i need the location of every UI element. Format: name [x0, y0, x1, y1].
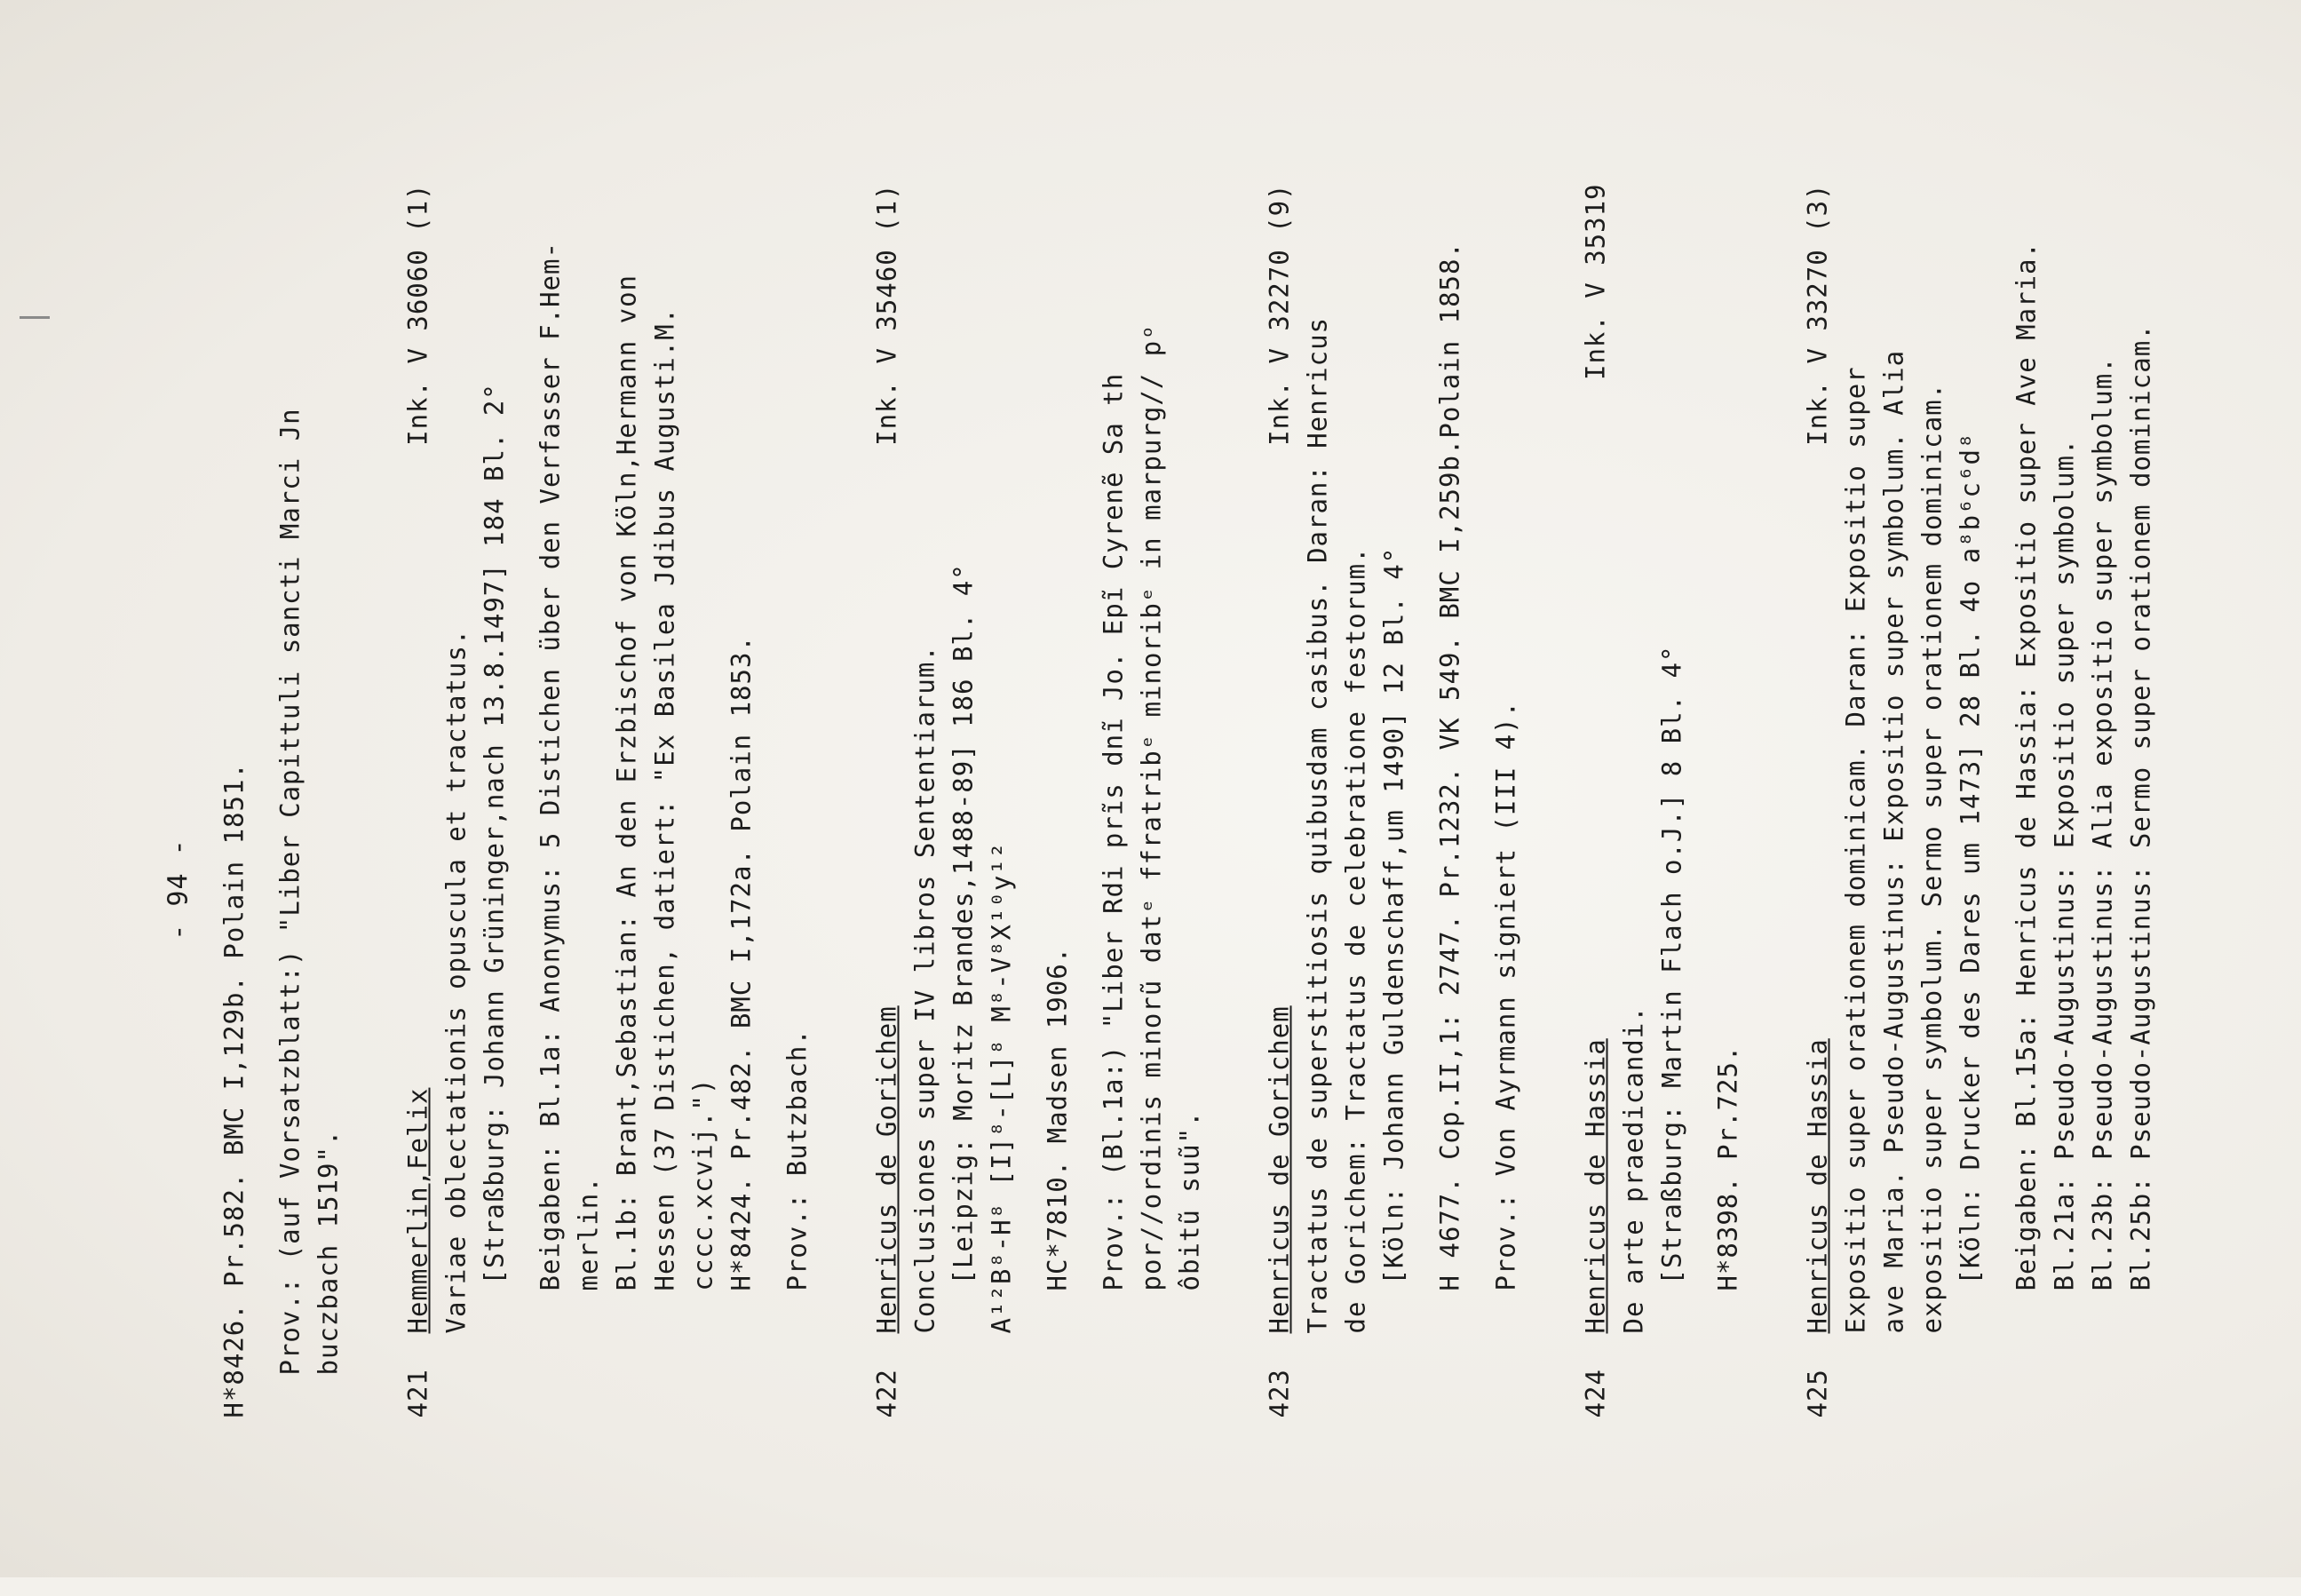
entry-note: H 4677. Cop.II,1: 2747. Pr.1232. VK 549. BMC I,259b.Polain 1858.	[1434, 242, 1465, 1291]
entry-provenance: Prov.: Von Ayrmann signiert (III 4).	[1490, 700, 1521, 1291]
entry-number: 425	[1802, 1369, 1833, 1418]
entry-note: merlin.	[573, 1176, 604, 1291]
shelfmark: Ink. V 32270 (9)	[1264, 183, 1295, 446]
entry-note: Bl.23b: Pseudo-Augustinus: Alia expositio super symbolum.	[2087, 356, 2118, 1291]
intro-line: Prov.: (auf Vorsatzblatt:) "Liber Capittuli sancti Marci Jn	[274, 408, 305, 1376]
entry-imprint: [Leipzig: Moritz Brandes,1488-89] 186 Bl. 4°	[948, 563, 979, 1285]
entry-note: Bl.25b: Pseudo-Augustinus: Sermo super orationem dominicam.	[2125, 323, 2156, 1291]
entry-note: Bl.21a: Pseudo-Augustinus: Expositio super symbolum.	[2049, 438, 2080, 1291]
rotated-document-page	[0, 1, 2301, 1578]
entry-provenance: ôbitũ suũ".	[1174, 1110, 1205, 1291]
entry-title: de Gorichem: Tractatus de celebratione festorum.	[1340, 546, 1371, 1334]
entry-author: Henricus de Hassia	[1802, 1038, 1833, 1334]
entry-number: 421	[402, 1369, 433, 1418]
catalog-entry	[1261, 184, 1526, 1418]
entry-note: H*8398. Pr.725.	[1712, 1044, 1743, 1291]
entry-title: Tractatus de superstitiosis quibusdam casibus. Daran: Henricus	[1302, 317, 1333, 1334]
entry-imprint: [Straßburg: Johann Grüninger,nach 13.8.1497] 184 Bl. 2°	[479, 383, 510, 1285]
entry-title: Expositio super orationem dominicam. Daran: Expositio super	[1840, 366, 1871, 1334]
entry-title: expositio super symbolum. Sermo super orationem dominicam.	[1916, 382, 1948, 1334]
entry-provenance: Prov.: (Bl.1a:) "Liber Rdi prĩs dnĩ Jo. Epĩ Cyrenẽ Sa th	[1098, 372, 1129, 1291]
shelfmark: Ink. V 35460 (1)	[871, 183, 902, 446]
entry-number: 423	[1264, 1369, 1295, 1418]
entry-provenance: por//ordinis minorũ datᵉ ffratribᵉ minoribᵉ in marpurg// pᵒ	[1136, 323, 1167, 1291]
entry-title: Conclusiones super IV libros Sententiarum.	[909, 645, 940, 1334]
entry-imprint: [Köln: Drucker des Dares um 1473] 28 Bl. 4o a⁸b⁶c⁶d⁸	[1955, 432, 1986, 1285]
entry-imprint: [Straßburg: Martin Flach o.J.] 8 Bl. 4°	[1656, 645, 1687, 1285]
shelfmark: Ink. V 35319	[1580, 183, 1611, 381]
entry-number: 422	[871, 1369, 902, 1418]
catalog-entry	[1577, 184, 1748, 1418]
catalog-entry	[1799, 184, 2161, 1418]
shelfmark: Ink. V 33270 (3)	[1802, 183, 1833, 446]
entry-note: Bl.1b: Brant,Sebastian: An den Erzbischof von Köln,Hermann von	[611, 274, 642, 1291]
entry-imprint: [Köln: Johann Guldenschaff,um 1490] 12 Bl. 4°	[1378, 546, 1409, 1285]
entry-collation: A¹²B⁸-H⁸ [I]⁸-[L]⁸ M⁸-V⁸X¹⁰y¹²	[986, 841, 1017, 1334]
entry-note: cccc.xcvij.")	[687, 1077, 718, 1291]
document-content	[160, 184, 2161, 1418]
entry-note: H*8424. Pr.482. BMC I,172a. Polain 1853.	[726, 635, 757, 1291]
entry-note: Hessen (37 Distichen, datiert: "Ex Basilea Jdibus Augusti.M.	[649, 306, 680, 1291]
entry-title: Variae oblectationis opuscula et tractatus.	[440, 628, 472, 1334]
catalog-entry	[400, 184, 817, 1418]
entry-note: HC*7810. Madsen 1906.	[1042, 946, 1073, 1291]
entry-title: ave Maria. Pseudo-Augustinus: Expositio super symbolum. Alia	[1878, 349, 1909, 1334]
entry-author: Henricus de Gorichem	[1264, 1005, 1295, 1334]
entry-note: Beigaben: Bl.1a: Anonymus: 5 Distichen über den Verfasser F.Hem-	[535, 242, 566, 1291]
page-number: - 94 -	[163, 838, 194, 941]
entry-author: Hemmerlin,Felix	[402, 1087, 433, 1334]
intro-block	[216, 184, 348, 1418]
entry-provenance: Prov.: Butzbach.	[782, 1028, 813, 1291]
entry-author: Henricus de Gorichem	[871, 1005, 902, 1334]
intro-line: buczbach 1519".	[313, 1129, 344, 1376]
catalog-entry	[869, 184, 1210, 1418]
entry-number: 424	[1580, 1369, 1611, 1418]
entry-author: Henricus de Hassia	[1580, 1038, 1611, 1334]
intro-line: H*8426. Pr.582. BMC I,129b. Polain 1851.	[218, 762, 250, 1418]
entry-note: Beigaben: Bl.15a: Henricus de Hassia: Expositio super Ave Maria.	[2011, 242, 2042, 1291]
entry-title: De arte praedicandi.	[1618, 1005, 1649, 1334]
shelfmark: Ink. V 36060 (1)	[402, 183, 433, 446]
